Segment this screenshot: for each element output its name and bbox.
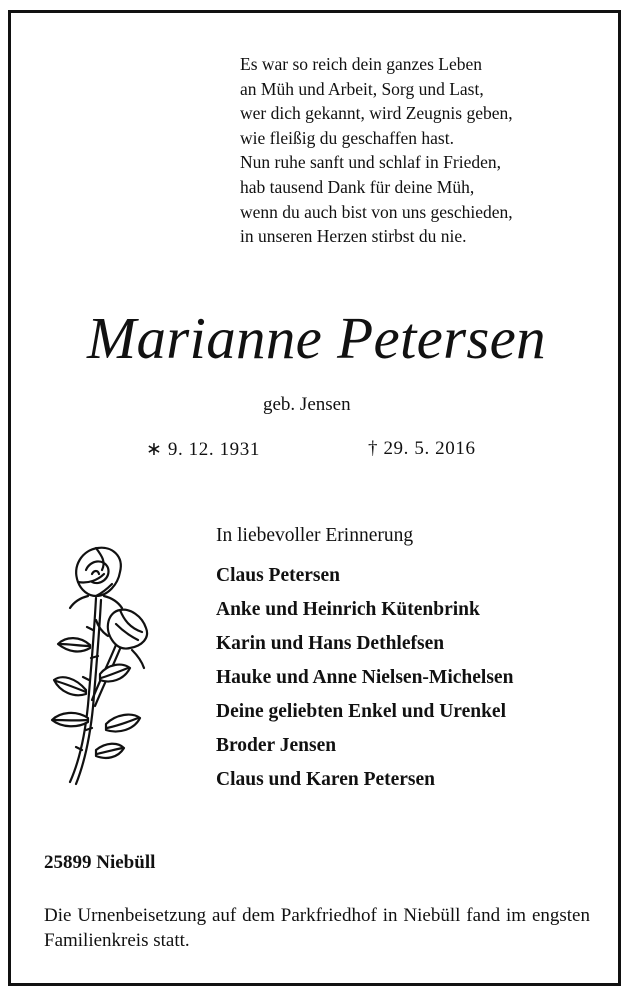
birth-date: ∗ 9. 12. 1931 <box>146 439 260 460</box>
mourner-name: Claus und Karen Petersen <box>216 769 436 790</box>
location: 25899 Niebüll <box>44 852 156 873</box>
deceased-name: Marianne Petersen <box>87 305 546 371</box>
poem-line: wenn du auch bist von uns geschieden, <box>240 201 513 222</box>
mourner-name: Broder Jensen <box>216 735 337 756</box>
memorial-poem <box>240 52 513 249</box>
mourner-name: Claus Petersen <box>216 565 341 586</box>
poem-line: Es war so reich dein ganzes Leben <box>240 54 482 74</box>
maiden-name: geb. Jensen <box>263 394 351 415</box>
poem-line: an Müh und Arbeit, Sorg und Last, <box>240 78 484 99</box>
death-date: † 29. 5. 2016 <box>368 438 476 459</box>
mourner-name: Deine geliebten Enkel und Urenkel <box>216 701 506 722</box>
mourner-name: Anke und Heinrich Kütenbrink <box>216 599 480 620</box>
poem-line: wie fleißig du geschaffen hast. <box>240 127 454 148</box>
poem-line: in unseren Herzen stirbst du nie. <box>240 226 467 247</box>
mourner-name: Hauke und Anne Nielsen-Michelsen <box>216 667 514 688</box>
rose-icon <box>46 540 158 788</box>
poem-line: hab tausend Dank für deine Müh, <box>240 176 475 197</box>
poem-line: wer dich gekannt, wird Zeugnis geben, <box>240 103 513 124</box>
burial-notice: Die Urnenbeisetzung auf dem Parkfriedhof in Niebüll fand im engsten Familienkreis statt. <box>44 905 590 951</box>
remembrance-intro: In liebevoller Erinnerung <box>216 525 414 546</box>
mourner-list <box>216 559 513 797</box>
mourner-name: Karin und Hans Dethlefsen <box>216 633 445 654</box>
poem-line: Nun ruhe sanft und schlaf in Frieden, <box>240 152 501 173</box>
